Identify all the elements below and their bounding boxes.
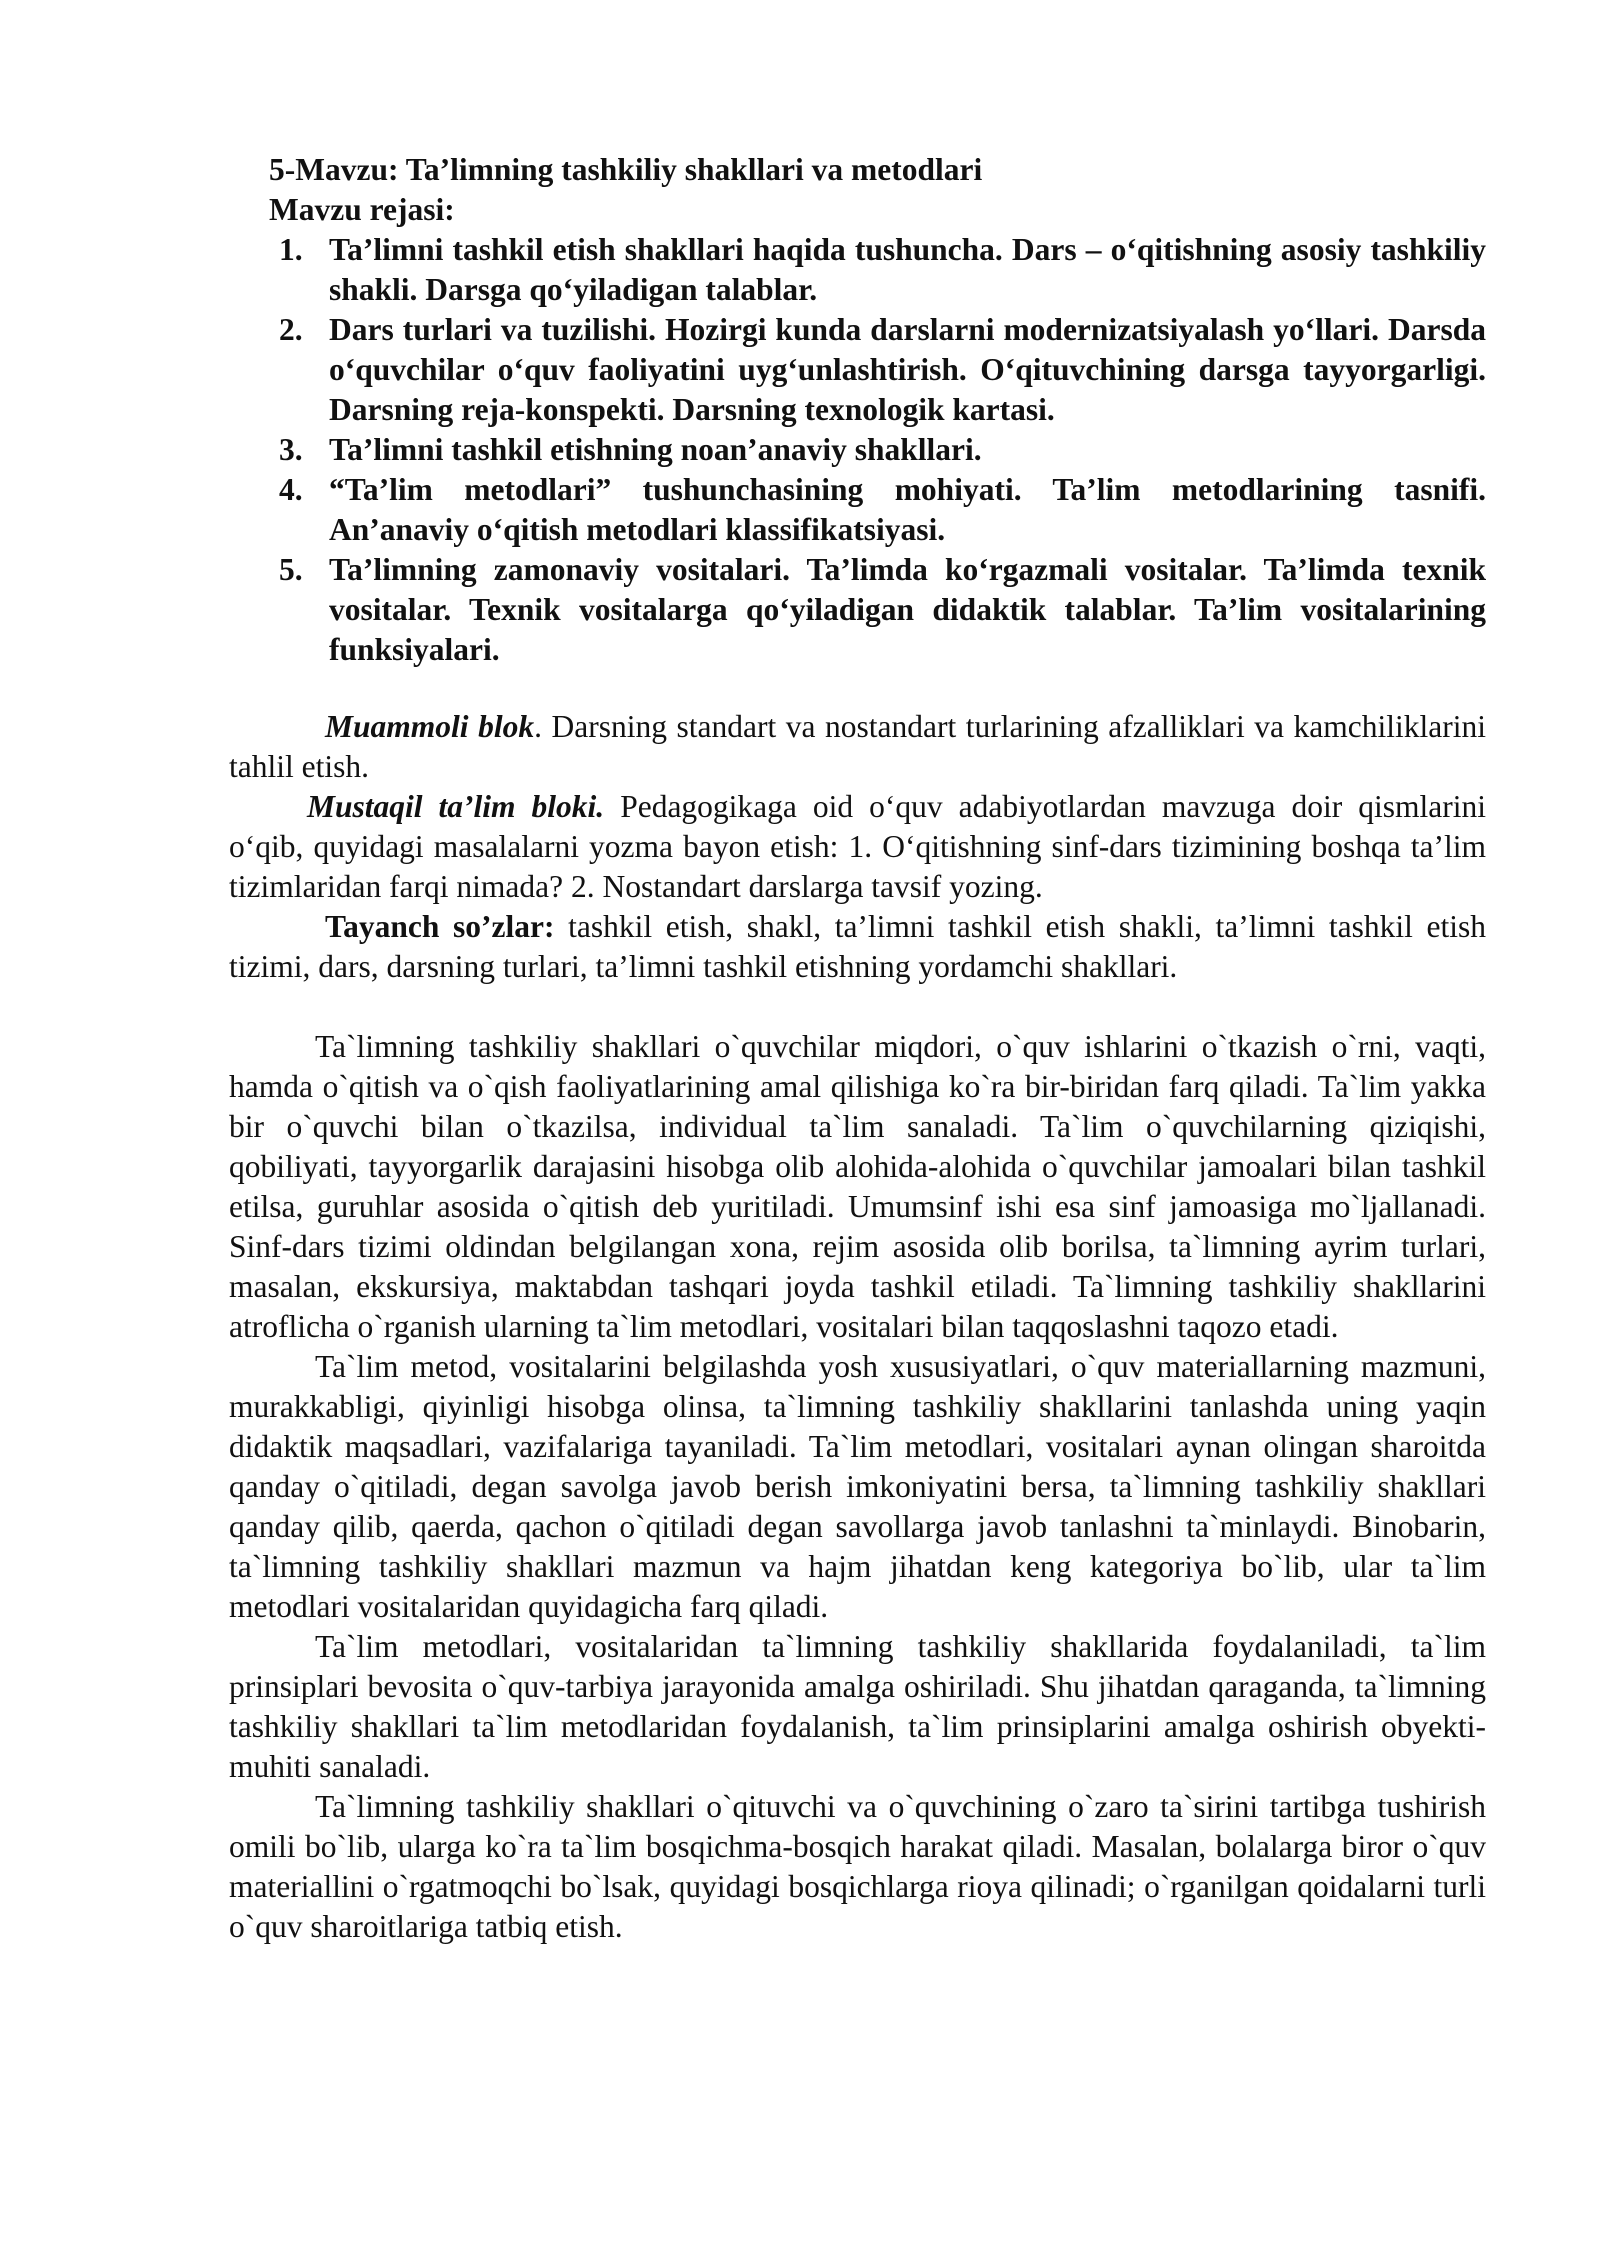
keywords-block [229, 907, 1486, 987]
problem-block-text: . Darsning standart va nostandart turlarining afzalliklari va kamchiliklarini tahlil etish. [229, 709, 1486, 784]
problem-block [229, 707, 1486, 787]
plan-item-number: 2. [279, 312, 303, 347]
plan-item [229, 550, 1486, 670]
plan-item [229, 230, 1486, 310]
keywords-text: tashkil etish, shakl, ta’limni tashkil etish shakli, ta’limni tashkil etish tizimi, dars, darsning turlari, ta’limni tashkil etishning yordamchi shakllari. [229, 909, 1486, 984]
plan-list [229, 230, 1486, 670]
plan-item-number: 1. [279, 232, 303, 267]
body-paragraph: Ta`lim metod, vositalarini belgilashda yosh xususiyatlari, o`quv materiallarning mazmuni, murakkabligi, qiyinligi hisobga olinsa, ta`limning tashkiliy shakllarini tanlashda uning yaqin didaktik maqsadlari, vazifalariga tayaniladi. Ta`lim metodlari, vositalari aynan olingan sharoitda qanday o`qitiladi, degan savolga javob berish imkoniyatini bersa, ta`limning tashkiliy shakllari qanday qilib, qaerda, qachon o`qitiladi degan savollarga javob tanlashni ta`minlaydi. Binobarin, ta`limning tashkiliy shakllari mazmun va hajm jihatdan keng kategoriya bo`lib, ular ta`lim metodlari vositalaridan quyidagicha farq qiladi. [229, 1349, 1486, 1624]
plan-item [229, 470, 1486, 550]
body-paragraph: Ta`lim metodlari, vositalaridan ta`limning tashkiliy shakllarida foydalaniladi, ta`lim prinsiplari bevosita o`quv-tarbiya jarayonida amalga oshiriladi. Shu jihatdan qaraganda, ta`limning tashkiliy shakllari ta`lim metodlaridan foydalanish, ta`lim prinsiplarini amalga oshirish obyekti-muhiti sanaladi. [229, 1629, 1486, 1784]
page-title: 5-Mavzu: Ta’limning tashkiliy shakllari va metodlari [269, 152, 983, 187]
body-paragraph: Ta`limning tashkiliy shakllari o`qituvchi va o`quvchining o`zaro ta`sirini tartibga tushirish omili bo`lib, ularga ko`ra ta`lim bosqichma-bosqich harakat qiladi. Masalan, bolalarga biror o`quv materiallini o`rgatmoqchi bo`lsak, quyidagi bosqichlarga rioya qilinadi; o`rganilgan qoidalarni turli o`quv sharoitlariga tatbiq etish. [229, 1789, 1486, 1944]
plan-item-number: 5. [279, 552, 303, 587]
problem-block-label: Muammoli blok [325, 709, 535, 744]
plan-item-text: “Ta’lim metodlari” tushunchasining mohiyati. Ta’lim metodlarining tasnifi. An’anaviy o‘qitish metodlari klassifikatsiyasi. [329, 472, 1486, 547]
section-gap [229, 987, 1486, 1027]
plan-heading: Mavzu rejasi: [269, 192, 455, 227]
independent-study-label: Mustaqil ta’lim bloki. [307, 789, 605, 824]
plan-item-number: 3. [279, 432, 303, 467]
plan-item-text: Ta’limni tashkil etish shakllari haqida tushuncha. Dars – o‘qitishning asosiy tashkiliy shakli. Darsga qo‘yiladigan talablar. [329, 232, 1486, 307]
keywords-label: Tayanch so’zlar: [325, 909, 555, 944]
body-paragraph: Ta`limning tashkiliy shakllari o`quvchilar miqdori, o`quv ishlarini o`tkazish o`rni, vaqti, hamda o`qitish va o`qish faoliyatlarining amal qilishiga ko`ra bir-biridan farq qiladi. Ta`lim yakka bir o`quvchi bilan o`tkazilsa, individual ta`lim sanaladi. Ta`lim o`quvchilarning qiziqishi, qobiliyati, tayyorgarlik darajasini hisobga olib alohida-alohida o`quvchilar jamoalari bilan tashkil etilsa, guruhlar asosida o`qitish deb yuritiladi. Umumsinf ishi esa sinf jamoasiga mo`ljallanadi. Sinf-dars tizimi oldindan belgilangan xona, rejim asosida olib borilsa, ta`limning ayrim turlari, masalan, ekskursiya, maktabdan tashqari joyda tashkil etiladi. Ta`limning tashkiliy shakllarini atroflicha o`rganish ularning ta`lim metodlari, vositalari bilan taqqoslashni taqozo etadi. [229, 1029, 1486, 1344]
independent-study-text: Pedagogikaga oid o‘quv adabiyotlardan mavzuga doir qismlarini o‘qib, quyidagi masalalarni yozma bayon etish: 1. O‘qitishning sinf-dars tizimining boshqa ta’lim tizimlaridan farqi nimada? 2. Nostandart darslarga tavsif yozing. [229, 789, 1487, 904]
plan-item-text: Ta’limning zamonaviy vositalari. Ta’limda ko‘rgazmali vositalar. Ta’limda texnik vositalar. Texnik vositalarga qo‘yiladigan didaktik talablar. Ta’lim vositalarining funksiyalari. [329, 552, 1486, 667]
page-content [229, 150, 1486, 1947]
plan-item [229, 430, 1486, 470]
independent-study-block [229, 787, 1486, 907]
plan-item-number: 4. [279, 472, 303, 507]
section-gap [229, 670, 1486, 707]
plan-item-text: Ta’limni tashkil etishning noan’anaviy shakllari. [329, 432, 982, 467]
plan-item [229, 310, 1486, 430]
plan-item-text: Dars turlari va tuzilishi. Hozirgi kunda darslarni modernizatsiyalash yo‘llari. Darsda o‘quvchilar o‘quv faoliyatini uyg‘unlashtirish. O‘qituvchining darsga tayyorgarligi. Darsning reja-konspekti. Darsning texnologik kartasi. [329, 312, 1486, 427]
